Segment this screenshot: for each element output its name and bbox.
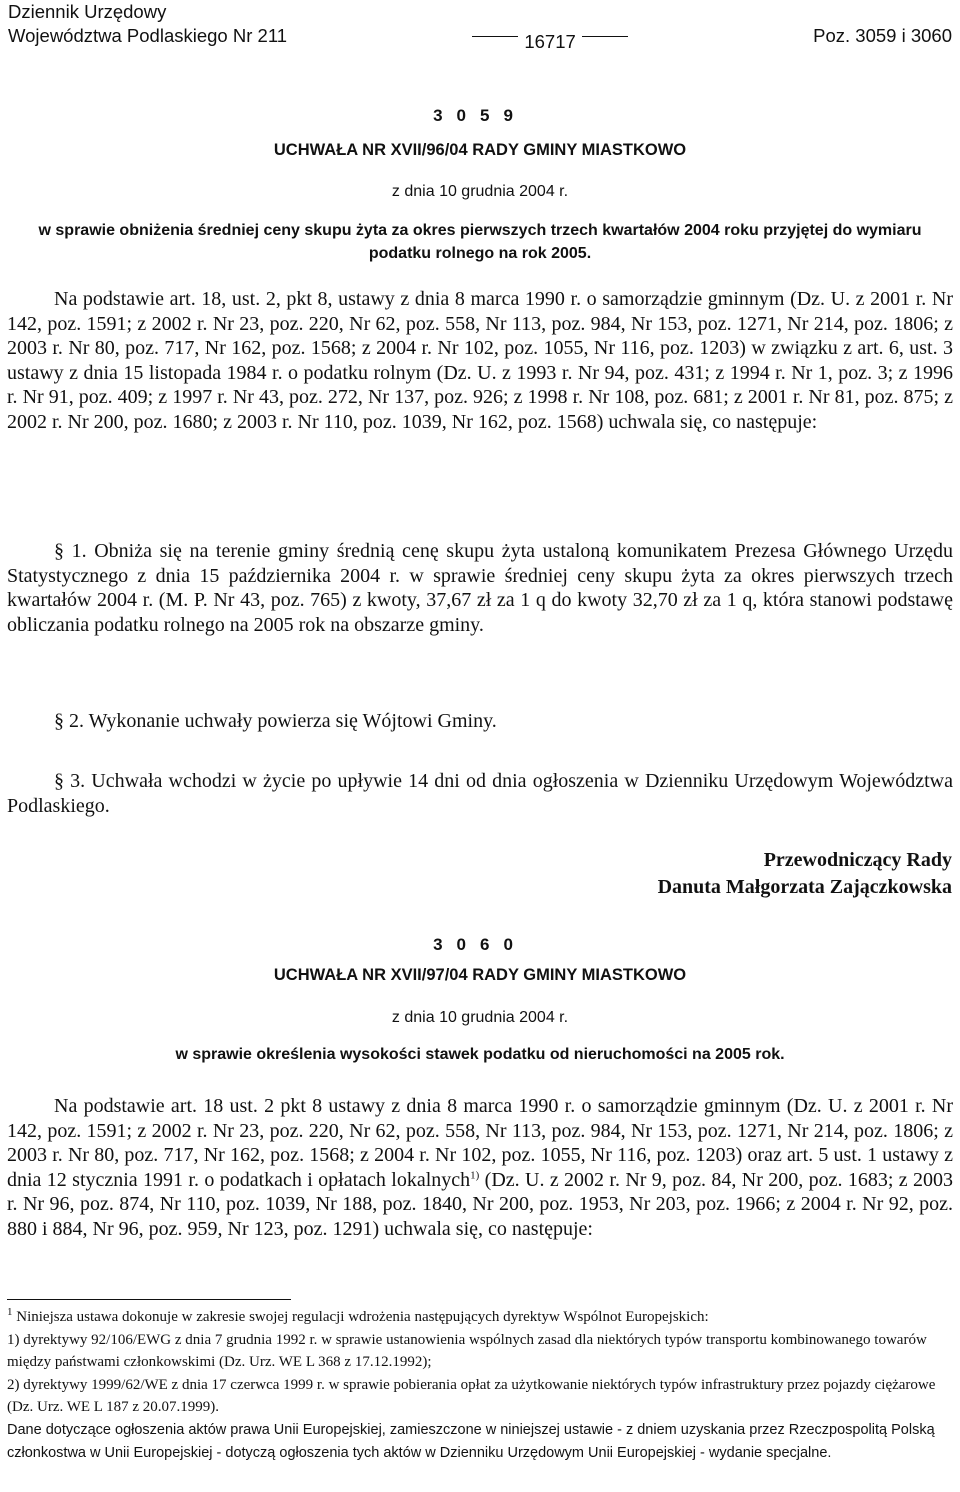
footnote-separator (7, 1299, 291, 1300)
footnote-marker: 1 (7, 1306, 13, 1318)
preamble-paragraph (7, 1094, 953, 1241)
paragraph-1: § 1. Obniża się na terenie gminy średnią cenę skupu żyta ustaloną komunikatem Prezesa Głównego Urzędu Statystycznego z dnia 15 października 2004 r. w sprawie średniej ceny skupu żyta za okres pierwszych trzech kwartałów 2004 r. (M. P. Nr 43, poz. 765) z kwoty, 37,67 zł za 1 q do kwoty 32,70 zł za 1 q, która stanowi podstawę obliczania podatku rolnego na 2005 rok na obszarze gminy. (7, 540, 953, 636)
resolution-date: z dnia 10 grudnia 2004 r. (391, 1009, 569, 1026)
position-numbers: Poz. 3059 i 3060 (813, 25, 952, 46)
resolution-date: z dnia 10 grudnia 2004 r. (391, 183, 569, 200)
paragraph-2: § 2. Wykonanie uchwały powierza się Wójtowi Gminy. (54, 710, 497, 732)
footnote-reference[interactable]: 1) (470, 1168, 480, 1181)
page-number: 16717 (524, 30, 576, 52)
preamble-paragraph: Na podstawie art. 18, ust. 2, pkt 8, ustawy z dnia 8 marca 1990 r. o samorządzie gminnym (Dz. U. z 2001 r. Nr 142, poz. 1591; z 2002 r. Nr 23, poz. 220, Nr 62, poz. 558, Nr 113, poz. 984, Nr 153, poz. 1271, Nr 214, poz. 1806; z 2003 r. Nr 80, poz. 717, Nr 162, poz. 1568; z 2004 r. Nr 102, poz. 1055, Nr 116, poz. 1203) w związku z art. 6, ust. 3 ustawy z dnia 15 listopada 1984 r. o podatku rolnym (Dz. U. z 1993 r. Nr 94, poz. 431; z 1994 r. Nr 1, poz. 3; z 1996 r. Nr 91, poz. 409; z 1997 r. Nr 43, poz. 272, Nr 137, poz. 926; z 1998 r. Nr 108, poz. 681; z 2001 r. Nr 81, poz. 875; z 2002 r. Nr 200, poz. 1680; z 2003 r. Nr 110, poz. 1039, Nr 162, poz. 1568) uchwala się, co następuje: (7, 288, 953, 433)
resolution-title: UCHWAŁA NR XVII/96/04 RADY GMINY MIASTKOWO (273, 141, 687, 159)
dash-left (472, 36, 518, 37)
voivodeship-issue: Województwa Podlaskiego Nr 211 (8, 25, 288, 46)
footnote-item-2: 2) dyrektywy 1999/62/WE z dnia 17 czerwca 1999 r. w sprawie pobierania opłat za użytkowanie niektórych typów infrastruktury przez pojazdy ciężarowe (Dz. Urz. WE L 187 z 20.07.1999). (7, 1376, 936, 1416)
resolution-title: UCHWAŁA NR XVII/97/04 RADY GMINY MIASTKOWO (273, 966, 687, 984)
signature-name: Danuta Małgorzata Zajączkowska (657, 876, 952, 898)
resolution-subject: w sprawie określenia wysokości stawek podatku od nieruchomości na 2005 rok. (175, 1046, 785, 1063)
preamble-text-part2: (Dz. U. z 2002 r. Nr 9, poz. 84, Nr 200, poz. 1683; z 2003 r. Nr 96, poz. 874, Nr 110, poz. 1039, Nr 188, poz. 1840, Nr 200, poz. 1953, Nr 203, poz. 1966; z 2004 r. Nr 92, poz. 880 i 884, Nr 96, poz. 959, Nr 123, poz. 1291) uchwala się, co następuje: (7, 1168, 953, 1240)
footnote-item-1: 1) dyrektywy 92/106/EWG z dnia 7 grudnia 1992 r. w sprawie ustanowienia wspólnych zasad dla niektórych typów transportu kombinowanego towarów między państwami członkowskimi (Dz. Urz. WE L 368 z 17.12.1992); (7, 1331, 927, 1371)
resolution-number: 3059 (433, 106, 527, 125)
paragraph-3: § 3. Uchwała wchodzi w życie po upływie 14 dni od dnia ogłoszenia w Dzienniku Urzędowym Województwa Podlaskiego. (7, 770, 953, 817)
resolution-subject: w sprawie obniżenia średniej ceny skupu żyta za okres pierwszych trzech kwartałów 2004 roku przyjętej do wymiaru podatku rolnego na rok 2005. (38, 222, 922, 262)
signature-role: Przewodniczący Rady (763, 849, 952, 871)
footnote-intro-text: Niniejsza ustawa dokonuje w zakresie swojej regulacji wdrożenia następujących dyrektyw Wspólnot Europejskich: (12, 1309, 709, 1325)
signature-block (658, 847, 952, 901)
page-number-group (466, 30, 633, 54)
footnote-block (7, 1306, 953, 1464)
footnote-intro (7, 1306, 953, 1329)
footnote-note: Dane dotyczące ogłoszenia aktów prawa Unii Europejskiej, zamieszczone w niniejszej ustawie - z dniem uzyskania przez Rzeczpospolitą Polską członkostwa w Unii Europejskiej - dotyczą ogłoszenia tych aktów w Dzienniku Urzędowym Unii Europejskiej - wydanie specjalne. (7, 1421, 935, 1461)
dash-right (582, 36, 628, 37)
resolution-number: 3060 (433, 935, 527, 954)
page-header (8, 0, 952, 54)
publication-name: Dziennik Urzędowy (8, 1, 167, 22)
preamble-text-part1: Na podstawie art. 18 ust. 2 pkt 8 ustawy z dnia 8 marca 1990 r. o samorządzie gminnym (Dz. U. z 2001 r. Nr 142, poz. 1591; z 2002 r. Nr 23, poz. 220, Nr 62, poz. 558, Nr 113, poz. 984, Nr 153, poz. 1271, Nr 214, poz. 1806; z 2003 r. Nr 80, poz. 717, Nr 162, poz. 1568; z 2004 r. Nr 102, poz. 1055, Nr 116, poz. 1203) oraz art. 5 ust. 1 ustawy z dnia 12 stycznia 1991 r. o podatkach i opłatach lokalnych (7, 1095, 953, 1191)
